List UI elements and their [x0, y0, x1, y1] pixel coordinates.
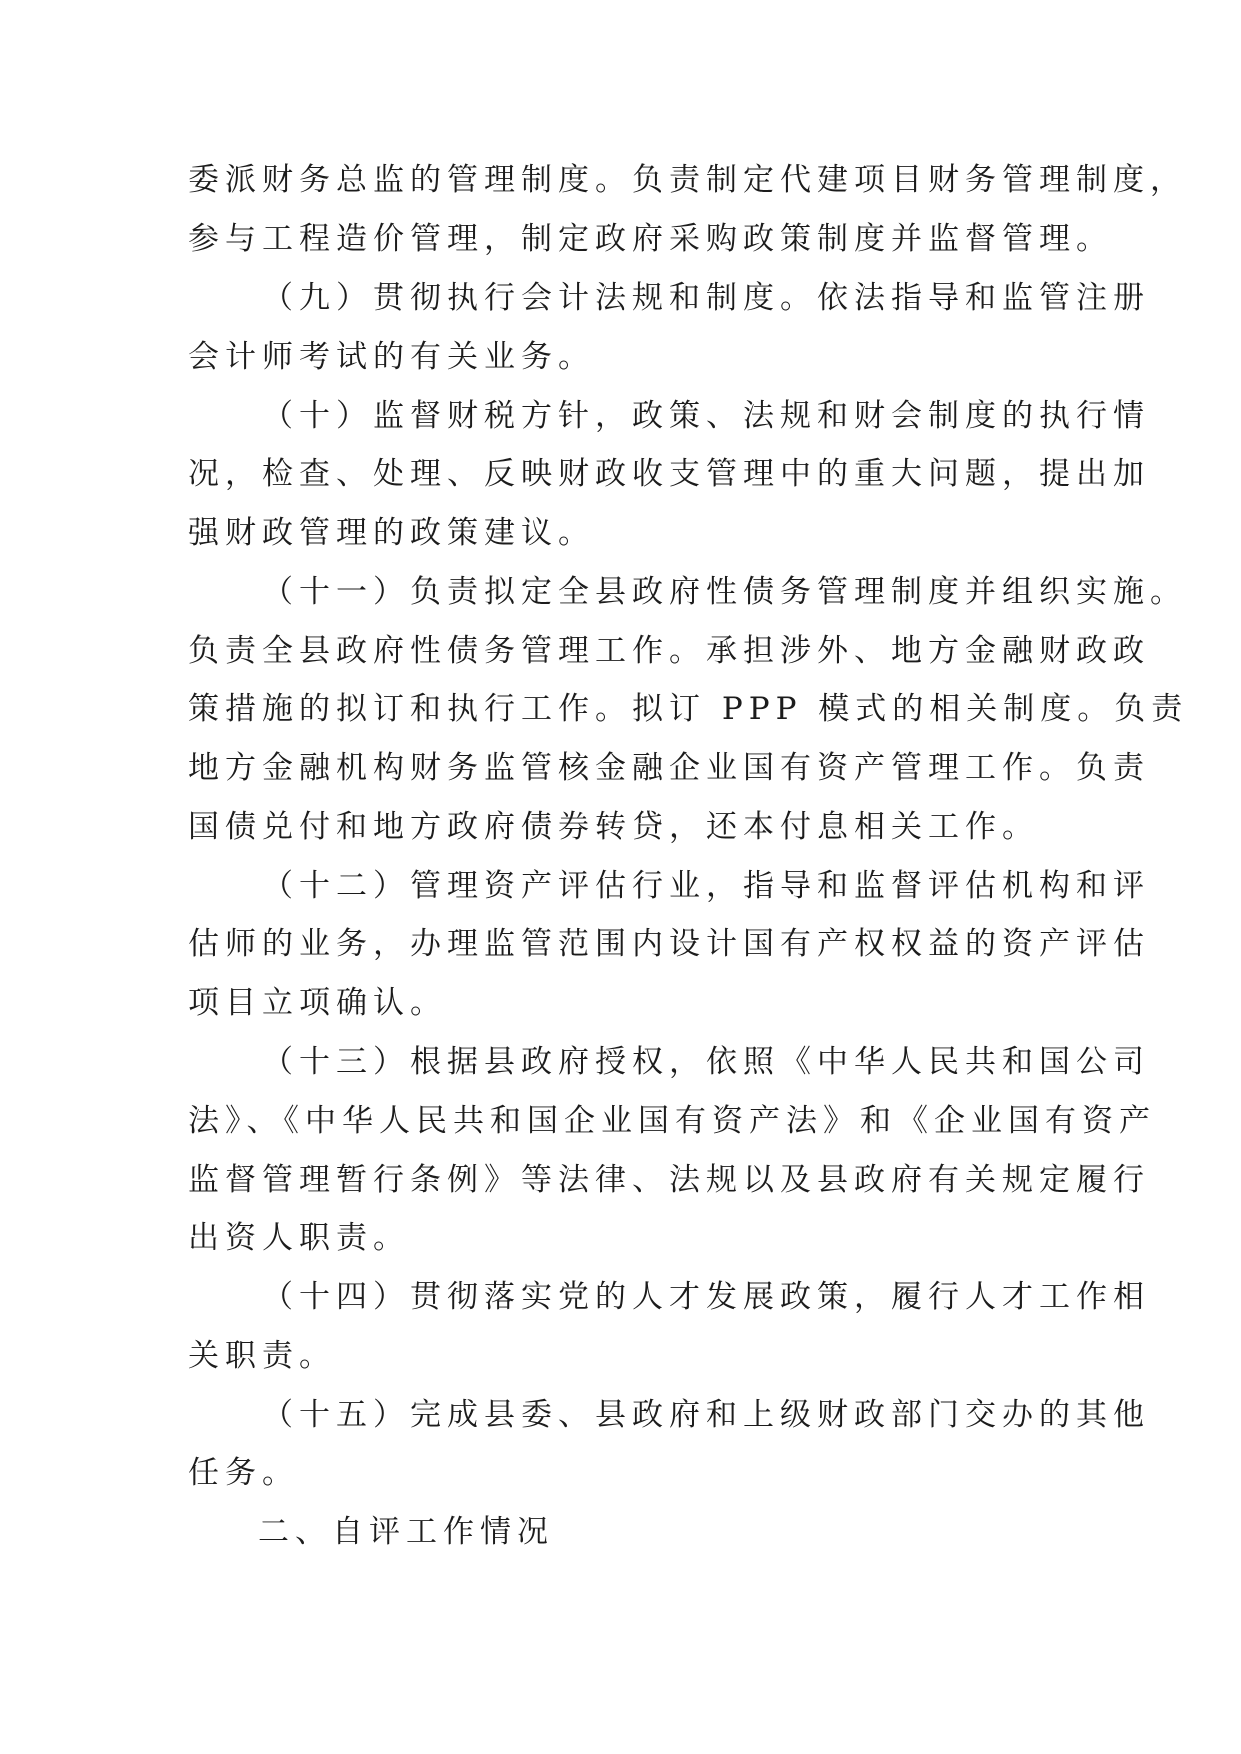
- paragraph-line: 法》、《中华人民共和国企业国有资产法》和《企业国有资产: [188, 1103, 1156, 1139]
- paragraph-line: 估师的业务，办理监管范围内设计国有产权权益的资产评估: [188, 926, 1150, 962]
- paragraph-line: （九）贯彻执行会计法规和制度。依法指导和监管注册: [262, 280, 1150, 316]
- paragraph-line: 项目立项确认。: [188, 985, 447, 1021]
- paragraph-line: （十四）贯彻落实党的人才发展政策，履行人才工作相: [262, 1279, 1150, 1315]
- paragraph-line: （十三）根据县政府授权，依照《中华人民共和国公司: [262, 1044, 1150, 1080]
- paragraph-line: 出资人职责。: [188, 1220, 410, 1256]
- paragraph-line: （十一）负责拟定全县政府性债务管理制度并组织实施。: [262, 574, 1187, 610]
- paragraph-line: 强财政管理的政策建议。: [188, 515, 595, 551]
- section-heading: 二、自评工作情况: [258, 1514, 554, 1550]
- paragraph-line: （十五）完成县委、县政府和上级财政部门交办的其他: [262, 1397, 1150, 1433]
- paragraph-line: 国债兑付和地方政府债券转贷，还本付息相关工作。: [188, 809, 1039, 845]
- paragraph-line: （十二）管理资产评估行业，指导和监督评估机构和评: [262, 868, 1150, 904]
- paragraph-line: 任务。: [188, 1455, 299, 1491]
- paragraph-line: 参与工程造价管理，制定政府采购政策制度并监督管理。: [188, 221, 1113, 257]
- paragraph-line: 委派财务总监的管理制度。负责制定代建项目财务管理制度，: [188, 162, 1187, 198]
- paragraph-line: 策措施的拟订和执行工作。拟订 PPP 模式的相关制度。负责: [188, 691, 1189, 727]
- paragraph-line: 关职责。: [188, 1338, 336, 1374]
- paragraph-line: 负责全县政府性债务管理工作。承担涉外、地方金融财政政: [188, 633, 1150, 669]
- paragraph-line: 会计师考试的有关业务。: [188, 339, 595, 375]
- paragraph-line: 况，检查、处理、反映财政收支管理中的重大问题，提出加: [188, 456, 1150, 492]
- paragraph-line: 地方金融机构财务监管核金融企业国有资产管理工作。负责: [188, 750, 1150, 786]
- paragraph-line: 监督管理暂行条例》等法律、法规以及县政府有关规定履行: [188, 1162, 1150, 1198]
- paragraph-line: （十）监督财税方针，政策、法规和财会制度的执行情: [262, 398, 1150, 434]
